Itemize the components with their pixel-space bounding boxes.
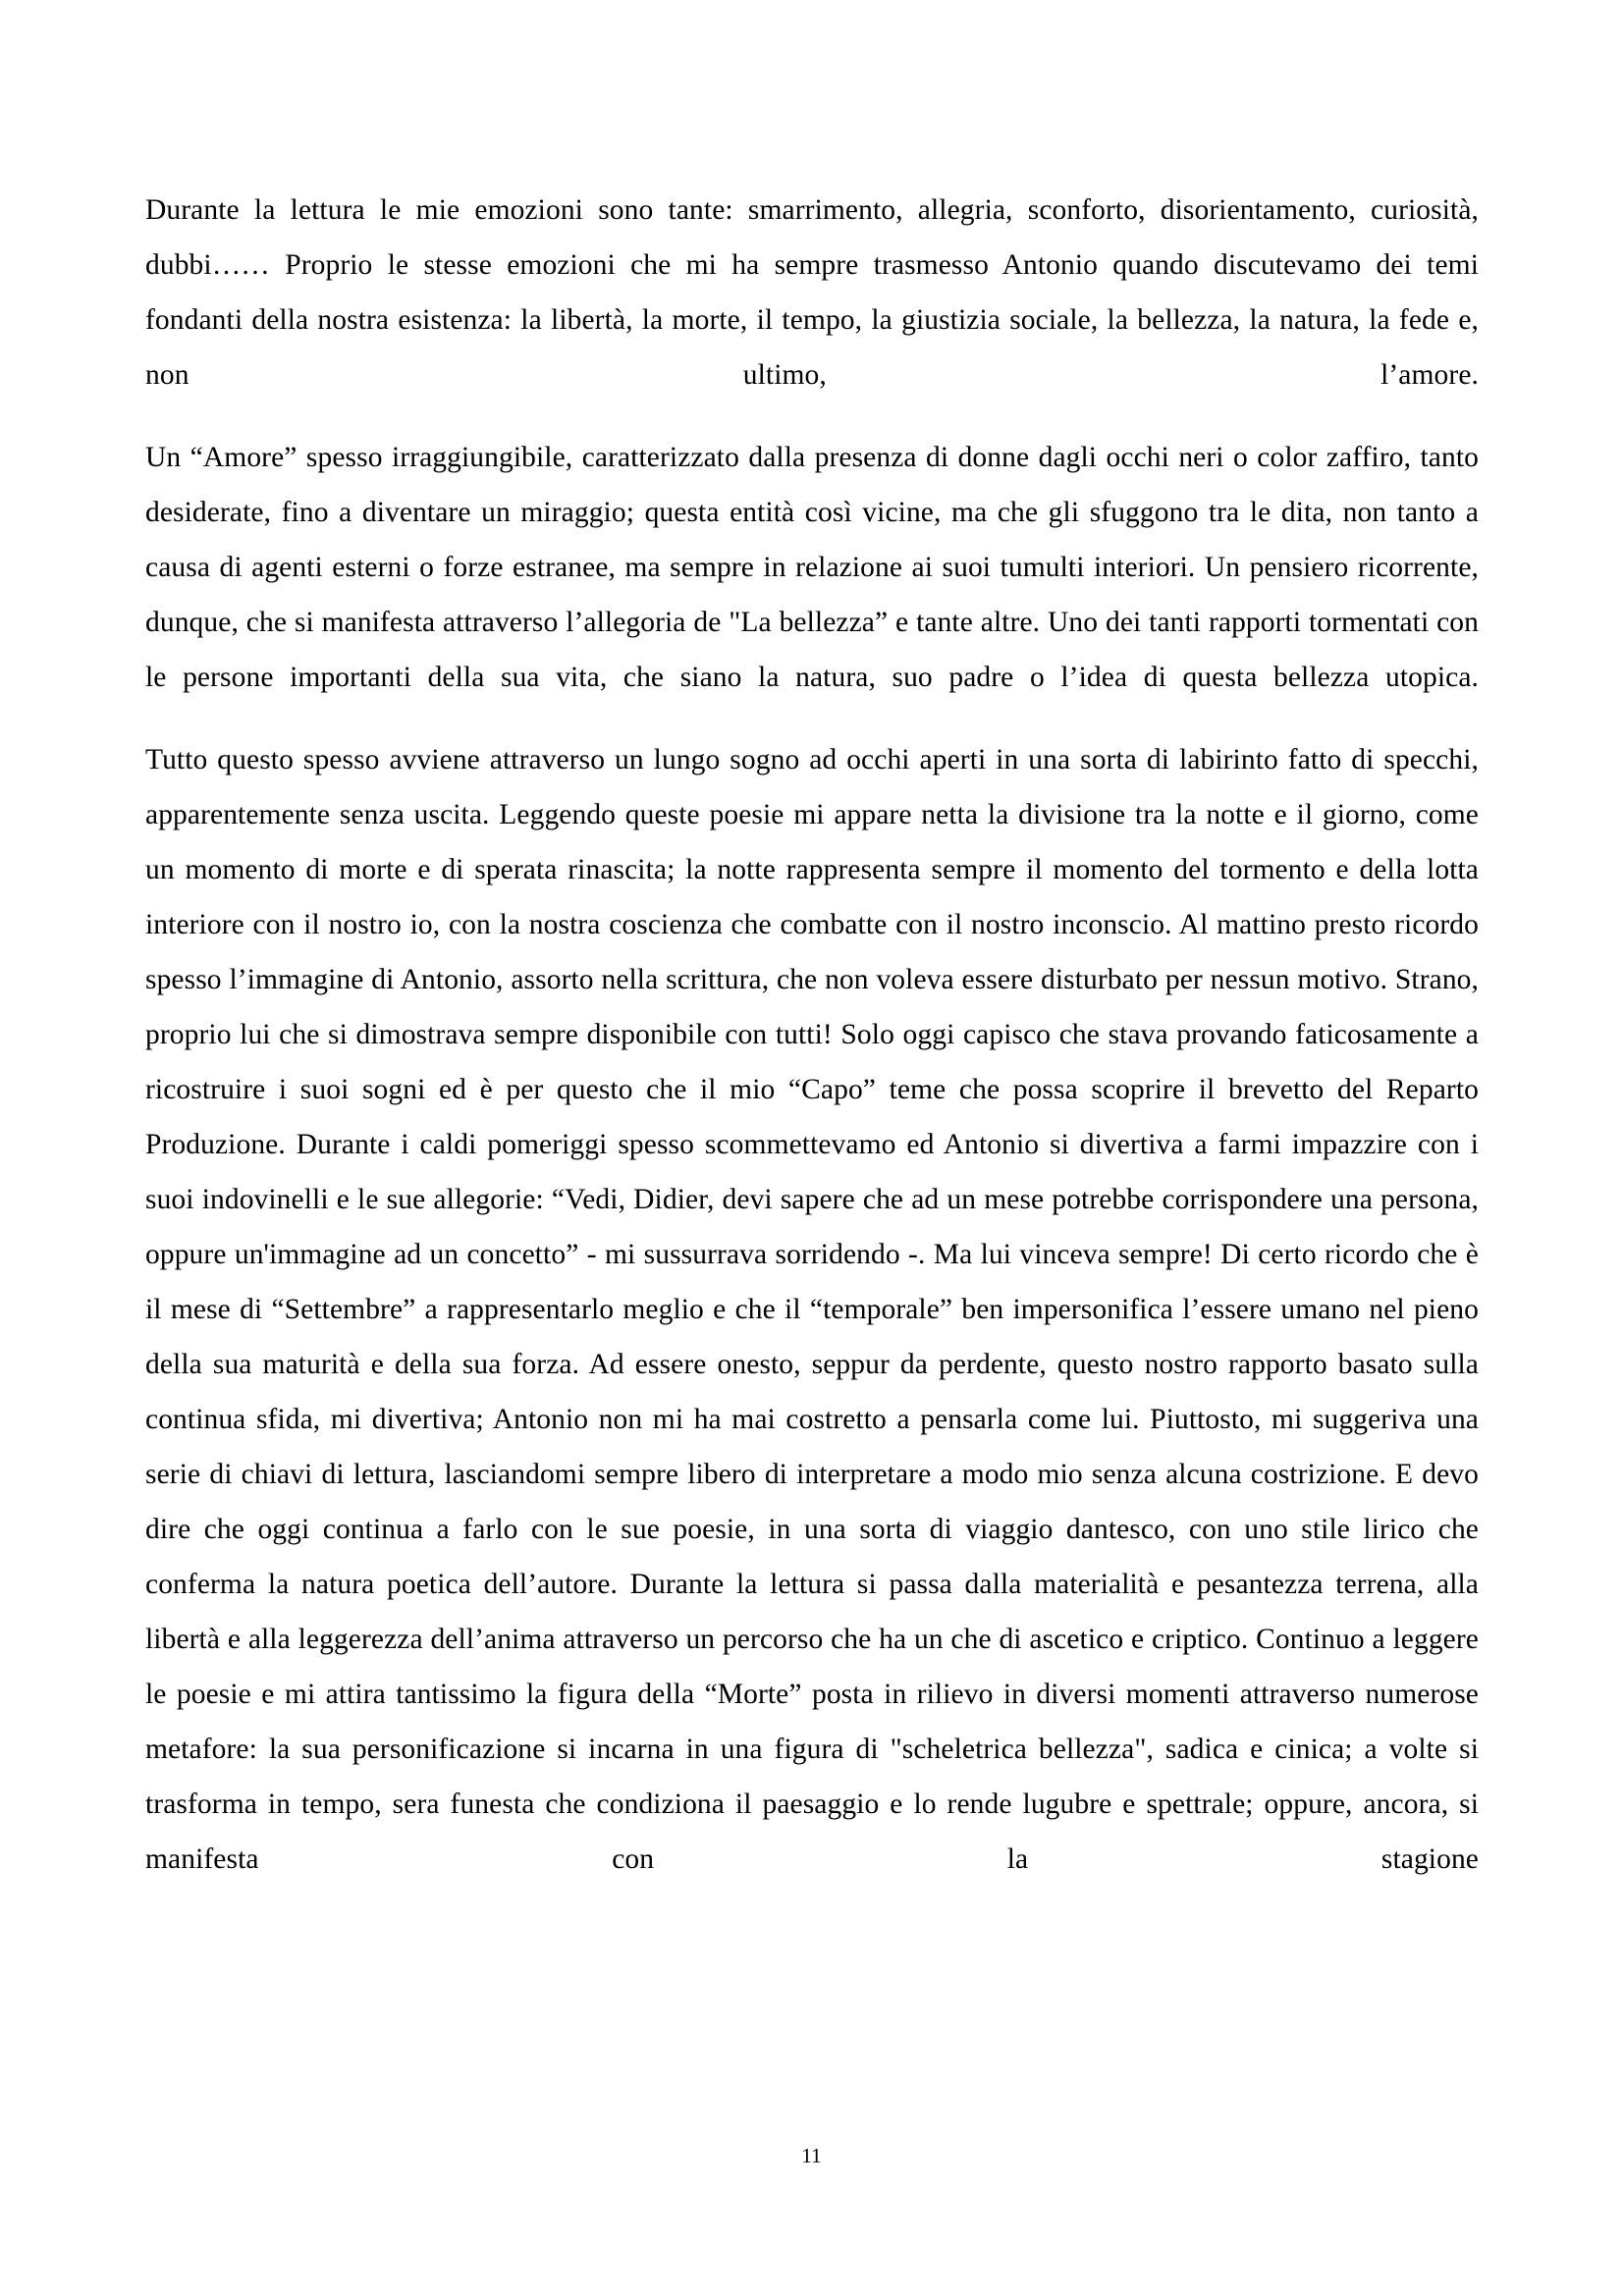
body-paragraph-2: Un “Amore” spesso irraggiungibile, caratterizzato dalla presenza di donne dagli occhi neri o color zaffiro, tanto desiderate, fino a diventare un miraggio; questa entità così vicine, ma che gli sfuggono tra le dita, non tanto a causa di agenti esterni o forze estranee, ma sempre in relazione ai suoi tumulti interiori. Un pensiero ricorrente, dunque, che si manifesta attraverso l’allegoria de "La bellezza” e tante altre. Uno dei tanti rapporti tormentati con le persone importanti della sua vita, che siano la natura, suo padre o l’idea di questa bellezza utopica. <box>145 442 1479 693</box>
body-paragraph-3: Tutto questo spesso avviene attraverso un lungo sogno ad occhi aperti in una sorta di labirinto fatto di specchi, apparentemente senza uscita. Leggendo queste poesie mi appare netta la divisione tra la notte e il giorno, come un momento di morte e di sperata rinascita; la notte rappresenta sempre il momento del tormento e della lotta interiore con il nostro io, con la nostra coscienza che combatte con il nostro inconscio. Al mattino presto ricordo spesso l’immagine di Antonio, assorto nella scrittura, che non voleva essere disturbato per nessun motivo. Strano, proprio lui che si dimostrava sempre disponibile con tutti! Solo oggi capisco che stava provando faticosamente a ricostruire i suoi sogni ed è per questo che il mio “Capo” teme che possa scoprire il brevetto del Reparto Produzione. Durante i caldi pomeriggi spesso scommettevamo ed Antonio si divertiva a farmi impazzire con i suoi indovinelli e le sue allegorie: “Vedi, Didier, devi sapere che ad un mese potrebbe corrispondere una persona, oppure un'immagine ad un concetto” - mi sussurrava sorridendo -. Ma lui vinceva sempre! Di certo ricordo che è il mese di “Settembre” a rappresentarlo meglio e che il “temporale” ben impersonifica l’essere umano nel pieno della sua maturità e della sua forza. Ad essere onesto, seppur da perdente, questo nostro rapporto basato sulla continua sfida, mi divertiva; Antonio non mi ha mai costretto a pensarla come lui. Piuttosto, mi suggeriva una serie di chiavi di lettura, lasciandomi sempre libero di interpretare a modo mio senza alcuna costrizione. E devo dire che oggi continua a farlo con le sue poesie, in una sorta di viaggio dantesco, con uno stile lirico che conferma la natura poetica dell’autore. Durante la lettura si passa dalla materialità e pesantezza terrena, alla libertà e alla leggerezza dell’anima attraverso un percorso che ha un che di ascetico e criptico. Continuo a leggere le poesie e mi attira tantissimo la figura della “Morte” posta in rilievo in diversi momenti attraverso numerose metafore: la sua personificazione si incarna in una figura di "scheletrica bellezza", sadica e cinica; a volte si trasforma in tempo, sera funesta che condiziona il paesaggio e lo rende lugubre e spettrale; oppure, ancora, si manifesta con la stagione <box>145 744 1479 1875</box>
body-paragraph-1: Durante la lettura le mie emozioni sono tante: smarrimento, allegria, sconforto, disorientamento, curiosità, dubbi…… Proprio le stesse emozioni che mi ha sempre trasmesso Antonio quando discutevamo dei temi fondanti della nostra esistenza: la libertà, la morte, il tempo, la giustizia sociale, la bellezza, la natura, la fede e, non ultimo, l’amore. <box>145 194 1479 391</box>
body-text-column <box>145 183 1479 1887</box>
page-number: 11 <box>801 2144 822 2167</box>
